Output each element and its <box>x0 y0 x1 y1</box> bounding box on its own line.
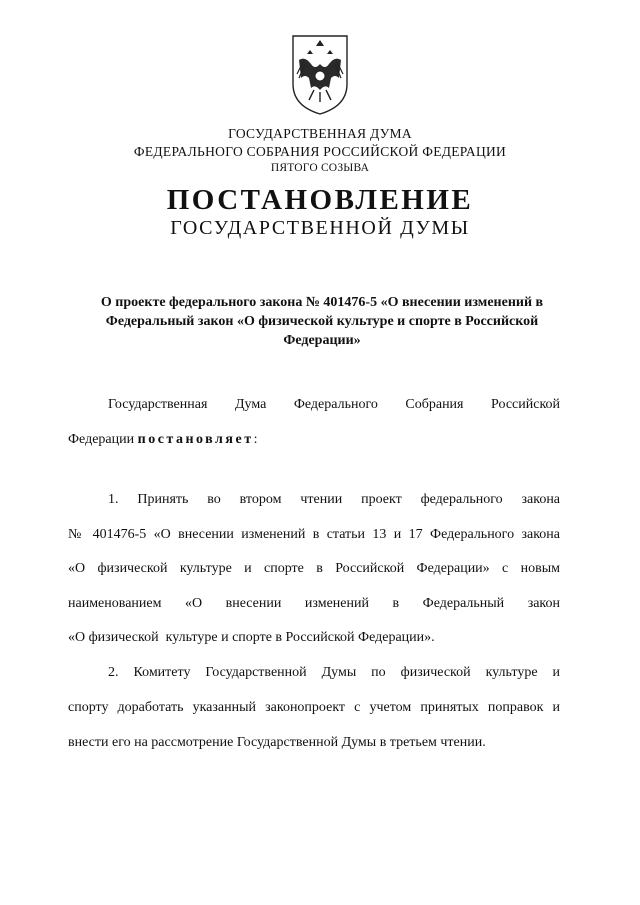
clause-2-line-1: 2. Комитету Государственной Думы по физической культуре и <box>108 665 560 680</box>
clause-1-line-2: № 401476-5 «О внесении изменений в статьи 13 и 17 Федерального закона <box>68 527 560 542</box>
chamber-name: ГОСУДАРСТВЕННАЯ ДУМА <box>228 126 412 141</box>
document-issuer: ГОСУДАРСТВЕННОЙ ДУМЫ <box>170 217 470 239</box>
preamble-line-2: Федерации постановляет: <box>68 432 258 447</box>
document-type: ПОСТАНОВЛЕНИЕ <box>166 184 474 216</box>
clause-1-line-4: наименованием «О внесении изменений в Федеральный закон <box>68 596 561 611</box>
assembly-name: ФЕДЕРАЛЬНОГО СОБРАНИЯ РОССИЙСКОЙ ФЕДЕРАЦИИ <box>133 144 507 159</box>
clause-2-line-3: внести его на рассмотрение Государственной Думы в третьем чтении. <box>68 735 486 750</box>
coat-of-arms-emblem <box>289 34 351 116</box>
clause-1-line-5: «О физической культуре и спорте в Российской Федерации». <box>68 630 435 645</box>
clause-1-line-1: 1. Принять во втором чтении проект федерального закона <box>108 492 561 507</box>
preamble-line-1: Государственная Дума Федерального Собрания Российской <box>108 397 561 412</box>
clause-2-line-2: спорту доработать указанный законопроект с учетом принятых поправок и <box>68 700 560 715</box>
resolution-subject: О проекте федерального закона № 401476-5 «О внесении изменений в Федеральный закон «О физической культуре и спорте в Российской Федерации» <box>100 295 544 348</box>
clause-1-line-3: «О физической культуре и спорте в Российской Федерации» с новым <box>68 561 560 576</box>
convocation: ПЯТОГО СОЗЫВА <box>270 162 370 174</box>
